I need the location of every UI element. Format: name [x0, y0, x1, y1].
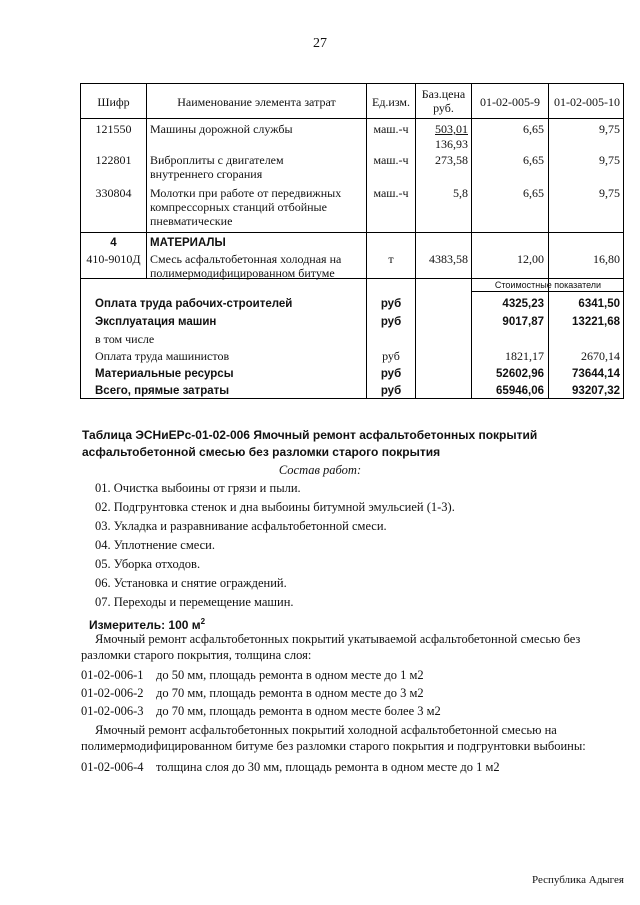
row-value-1: 6,65 — [523, 186, 544, 200]
row-name: Молотки при работе от передвижных — [150, 186, 342, 200]
row-value-2: 9,75 — [599, 153, 620, 167]
meter-label: Измеритель: 100 $м^2$ — [89, 617, 206, 632]
total-unit: руб — [380, 316, 402, 328]
item-code: 01-02-006-2 — [81, 686, 144, 700]
section-title-line2: асфальтобетонной смесью без разломки старого покрытия — [82, 445, 441, 459]
material-name: Смесь асфальтобетонная холодная на — [150, 252, 342, 266]
total-unit: руб — [380, 368, 402, 380]
total-value-1: 9017,87 — [502, 316, 544, 328]
row-value-2: 9,75 — [599, 186, 620, 200]
description-2-cont: полимермодифицированном битуме без разломки старого покрытия и подгрунтовки выбоины: — [81, 739, 586, 753]
total-value-2: 13221,68 — [572, 316, 620, 328]
section-number: 4 — [110, 237, 117, 249]
row-value-2: 9,75 — [599, 122, 620, 136]
total-label: Материальные ресурсы — [95, 368, 234, 380]
material-name-cont: полимермодифицированном битуме — [150, 266, 335, 280]
col-divider — [146, 84, 147, 278]
item-code: 01-02-006-1 — [81, 668, 144, 682]
total-value-1: 52602,96 — [496, 368, 544, 380]
total-value-1: 4325,23 — [502, 298, 544, 310]
work-item: 01. Очистка выбоины от грязи и пыли. — [95, 481, 301, 495]
row-name: Виброплиты с двигателем — [150, 153, 284, 167]
total-unit: руб — [380, 385, 402, 397]
material-value-1: 12,00 — [517, 252, 544, 266]
total-value-2: 6341,50 — [578, 298, 620, 310]
total-value-2: 73644,14 — [572, 368, 620, 380]
total-label: Оплата труда машинистов — [95, 349, 230, 363]
row-name: Машины дорожной службы — [150, 122, 293, 136]
total-label: Эксплуатация машин — [95, 316, 217, 328]
row-price: 5,8 — [453, 186, 468, 200]
row-code: 122801 — [95, 153, 132, 167]
material-value-2: 16,80 — [593, 252, 620, 266]
row-code: 121550 — [95, 122, 132, 136]
total-label: Всего, прямые затраты — [95, 385, 230, 397]
item-text: до 50 мм, площадь ремонта в одном месте до 1 м2 — [156, 668, 424, 682]
row-name-cont: внутреннего сгорания — [150, 167, 263, 181]
item-code: 01-02-006-4 — [81, 760, 144, 774]
row-price: 273,58 — [435, 153, 468, 167]
header-name: Наименование элемента затрат — [177, 95, 336, 109]
header-base-price-unit: руб. — [433, 101, 454, 115]
total-label: Оплата труда рабочих-строителей — [95, 298, 293, 310]
row-unit: маш.-ч — [373, 186, 409, 200]
section-title-line1: Таблица ЭСНиЕРс-01-02-006 Ямочный ремонт асфальтобетонных покрытий — [82, 428, 538, 442]
total-label: в том числе — [95, 332, 155, 346]
row-price-2: 136,93 — [435, 137, 468, 151]
material-code: 410-9010Д — [86, 252, 141, 266]
row-name-cont: компрессорных станций отбойные — [150, 200, 327, 214]
header-col2: 01-02-005-10 — [554, 95, 620, 109]
header-code: Шифр — [97, 95, 130, 109]
description-1-cont: разломки старого покрытия, толщина слоя: — [81, 648, 312, 662]
row-unit: маш.-ч — [373, 122, 409, 136]
work-item: 04. Уплотнение смеси. — [95, 538, 215, 552]
total-value-1: 1821,17 — [505, 349, 544, 363]
work-item: 07. Переходы и перемещение машин. — [95, 595, 294, 609]
header-col1: 01-02-005-9 — [480, 95, 540, 109]
item-text: до 70 мм, площадь ремонта в одном месте более 3 м2 — [156, 704, 441, 718]
header-unit: Ед.изм. — [371, 95, 411, 109]
total-unit: руб — [382, 349, 400, 363]
total-unit: руб — [380, 298, 402, 310]
page-number: 27 — [313, 36, 327, 51]
row-value-1: 6,65 — [523, 122, 544, 136]
row-divider — [471, 291, 623, 292]
row-divider — [81, 232, 623, 233]
cost-indicators-header: Стоимостные показатели — [494, 280, 602, 290]
total-value-1: 65946,06 — [496, 385, 544, 397]
item-text: до 70 мм, площадь ремонта в одном месте до 3 м2 — [156, 686, 424, 700]
work-composition-heading: Состав работ: — [278, 463, 362, 477]
material-unit: т — [388, 252, 394, 266]
material-price: 4383,58 — [429, 252, 468, 266]
description-2: Ямочный ремонт асфальтобетонных покрытий холодной асфальтобетонной смесью на — [95, 723, 557, 737]
row-price: 503,01 — [435, 122, 468, 136]
header-base-price: Баз.цена — [421, 87, 466, 101]
section-title: МАТЕРИАЛЫ — [150, 237, 226, 249]
footer-region: Республика Адыгея — [531, 874, 624, 886]
work-item: 03. Укладка и разравнивание асфальтобетонной смеси. — [95, 519, 387, 533]
work-item: 05. Уборка отходов. — [95, 557, 201, 571]
row-value-1: 6,65 — [523, 153, 544, 167]
work-item: 06. Установка и снятие ограждений. — [95, 576, 287, 590]
cost-table — [80, 83, 624, 399]
row-unit: маш.-ч — [373, 153, 409, 167]
item-code: 01-02-006-3 — [81, 704, 144, 718]
item-text: толщина слоя до 30 мм, площадь ремонта в одном месте до 1 м2 — [156, 760, 500, 774]
total-value-2: 93207,32 — [572, 385, 620, 397]
row-divider — [81, 118, 623, 119]
total-value-2: 2670,14 — [581, 349, 620, 363]
work-item: 02. Подгрунтовка стенок и дна выбоины битумной эмульсией (1-3). — [95, 500, 455, 514]
row-name-cont: пневматические — [150, 214, 233, 228]
row-code: 330804 — [95, 186, 132, 200]
description-1: Ямочный ремонт асфальтобетонных покрытий укатываемой асфальтобетонной смесью без — [95, 632, 581, 646]
